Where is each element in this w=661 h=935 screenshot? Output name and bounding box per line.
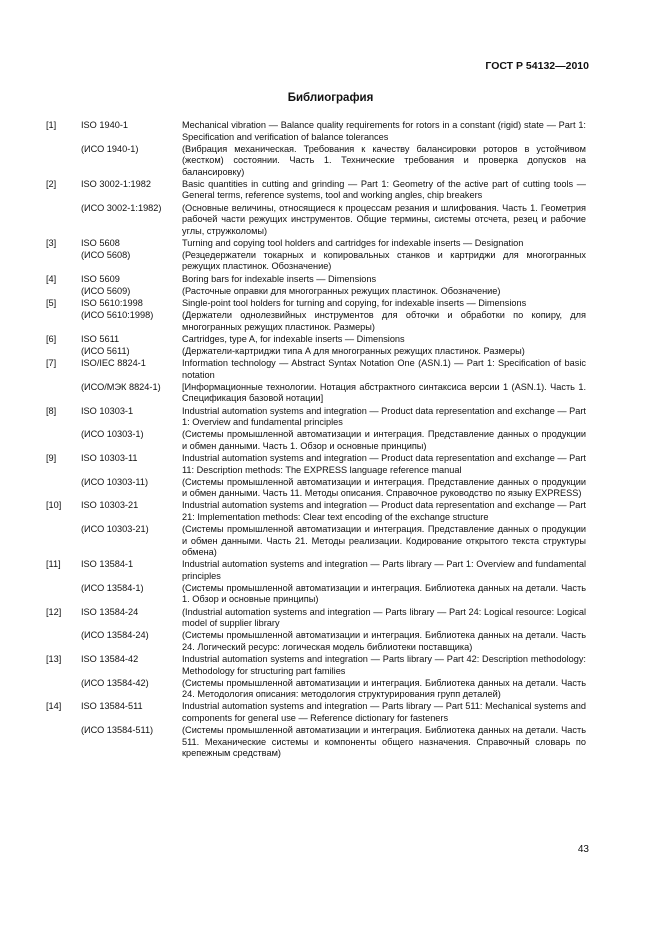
standard-title: Industrial automation systems and integration — Product data representation and exchange — Part 21: Implementation methods: Clear text encoding of the exchange structure [182,500,586,522]
entry-number [46,725,81,760]
entry-number [46,203,81,238]
bibliography-entry [46,453,586,476]
bibliography-entry [46,179,586,202]
bibliography-entry [46,144,586,179]
entry-number [46,429,81,452]
entry-number: [1] [46,120,57,130]
entry-number [46,382,81,405]
standard-title: (Системы промышленной автоматизации и интеграция. Представление данных о продукции и обмен данными. Часть 11. Методы описания. Справочное руководство по языку EXPRESS) [182,476,586,499]
page-number: 43 [577,844,589,855]
standard-title: (Расточные оправки для многогранных режущих пластинок. Обозначение) [182,285,501,296]
standard-designation: (ИСО 5608) [81,249,131,260]
bibliography-entry [46,583,586,606]
standard-designation: (ИСО 5609) [81,285,131,296]
entry-number: [10] [46,500,62,511]
standard-designation: ISO 3002-1:1982 [81,178,151,189]
standard-title: Cartridges, type A, for indexable inserts — Dimensions [182,333,405,344]
entry-number [46,144,81,179]
standard-title: Basic quantities in cutting and grinding — Part 1: Geometry of the active part of cutting tools — General terms, reference systems, tool and working angles, chip breakers [182,178,586,201]
entry-number [46,346,81,358]
entry-number [46,477,81,500]
standard-designation: ISO 13584-511 [81,701,143,712]
standard-title: (Основные величины, относящиеся к процессам резания и шлифования. Часть 1. Геометрия рабочей части режущих инструментов. Общие термины, системы отсчета, резец и рабочие углы, стружколомы) [182,202,586,236]
standard-designation: (ИСО 13584-24) [81,630,149,641]
standard-title: [Информационные технологии. Нотация абстрактного синтаксиса версии 1 (ASN.1). Часть 1. Спецификация базовой нотации] [182,381,586,404]
bibliography-entry [46,286,586,298]
standard-title: Industrial automation systems and integration — Product data representation and exchange — Part 1: Overview and fundamental principles [182,405,586,428]
standard-designation: ISO 13584-24 [81,606,139,617]
standard-title: (Системы промышленной автоматизации и интеграция. Представление данных о продукции и обмен данными. Часть 1. Обзор и основные принципы) [182,429,586,451]
standard-title: (Системы промышленной автоматизации и интеграция. Библиотека данных на детали. Часть 511. Механические системы и компоненты общего назначения. Справочный словарь по крепежным средствам) [182,725,586,759]
entry-number: [11] [46,559,61,570]
bibliography-entry [46,250,586,273]
standard-title: Single-point tool holders for turning and copying, for indexable inserts — Dimensions [182,298,527,308]
standard-title: (Industrial automation systems and integration — Parts library — Part 24: Logical resource: Logical model of supplier library [182,606,586,629]
bibliography-entry [46,725,586,760]
bibliography-entry [46,382,586,405]
standard-title: (Вибрация механическая. Требования к качеству балансировки роторов в устойчивом (жестком) состоянии. Часть 1. Технические требования и проверка допусков на балансировку) [182,143,586,177]
entry-number: [6] [46,333,57,344]
entry-number: [9] [46,453,57,463]
standard-designation: (ИСО 5611) [81,346,130,357]
entry-number: [5] [46,298,57,308]
standard-designation: (ИСО 13584-42) [81,677,149,688]
bibliography-entry [46,334,586,346]
bibliography-entry [46,298,586,310]
section-title: Библиография [287,92,374,104]
standard-designation: (ИСО/МЭК 8824-1) [81,381,161,392]
entry-number [46,630,81,653]
entry-number: [8] [46,405,57,416]
bibliography-entry [46,630,586,653]
standard-title: Boring bars for indexable inserts — Dimensions [182,273,377,284]
standard-designation: (ИСО 10303-1) [81,429,144,440]
bibliography-entry [46,500,586,523]
entry-number: [12] [46,606,62,617]
entry-number [46,286,81,298]
standard-designation: (ИСО 10303-11) [81,476,148,487]
bibliography-entry [46,477,586,500]
entry-number: [4] [46,273,57,284]
entry-number: [14] [46,701,62,712]
standard-title: (Системы промышленной автоматизации и интеграция. Библиотека данных на детали. Часть 1. Обзор и основные принципы) [182,582,586,605]
bibliography-list [46,120,586,760]
bibliography-entry [46,654,586,677]
entry-number: [7] [46,358,57,369]
standard-designation: ISO 1940-1 [81,120,128,130]
standard-designation: (ИСО 3002-1:1982) [81,202,162,213]
standard-title: (Держатели однолезвийных инструментов для обточки и обработки по копиру, для многогранных режущих пластинок. Размеры) [182,310,586,332]
bibliography-entry [46,120,586,143]
entry-number [46,250,81,273]
standard-designation: (ИСО 1940-1) [81,143,139,154]
entry-number: [2] [46,178,57,189]
standard-title: (Резцедержатели токарных и копировальных станков и картриджи для многогранных режущих пластинок. Обозначение) [182,249,586,272]
bibliography-entry [46,346,586,358]
standard-designation: ISO 10303-11 [81,453,138,463]
standard-title: Industrial automation systems and integration — Product data representation and exchange — Part 11: Description methods: The EXPRESS language reference manual [182,453,586,475]
entry-number: [13] [46,654,62,664]
bibliography-entry [46,406,586,429]
standard-designation: ISO 13584-1 [81,559,134,570]
standard-designation: ISO 10303-21 [81,500,139,511]
entry-number [46,583,81,606]
standard-title: Industrial automation systems and integration — Parts library — Part 511: Mechanical systems and components for general use — Reference dictionary for fasteners [182,701,586,723]
bibliography-entry [46,203,586,238]
standard-title: (Системы промышленной автоматизации и интеграция. Представление данных о продукции и обмен данными. Часть 21. Методы реализации. Кодирование открытого текста структуры обмена) [182,524,586,558]
entry-number: [3] [46,237,57,248]
standard-designation: ISO 5608 [81,237,120,248]
bibliography-entry [46,274,586,286]
standard-designation: ISO 5611 [81,333,120,344]
bibliography-entry [46,429,586,452]
standard-designation: ISO 10303-1 [81,405,134,416]
standard-title: Industrial automation systems and integration — Parts library — Part 42: Description methodology: Methodology for structuring part families [182,654,586,676]
standard-designation: (ИСО 5610:1998) [81,310,154,321]
standard-title: (Системы промышленной автоматизации и интеграция. Библиотека данных на детали. Часть 24. Логический ресурс: логическая модель библиотеки поставщика) [182,630,586,652]
bibliography-entry [46,524,586,559]
entry-number [46,524,81,559]
document-header: ГОСТ Р 54132—2010 [485,60,589,72]
bibliography-entry [46,701,586,724]
bibliography-entry [46,559,586,582]
standard-title: Mechanical vibration — Balance quality requirements for rotors in a constant (rigid) state — Part 1: Specification and verification of balance tolerances [182,120,586,142]
bibliography-entry [46,310,586,333]
standard-title: Information technology — Abstract Syntax Notation One (ASN.1) — Part 1: Specification of basic notation [182,358,586,380]
entry-number [46,310,81,333]
standard-title: (Держатели-картриджи типа А для многогранных режущих пластинок. Размеры) [182,346,525,357]
standard-title: Industrial automation systems and integration — Parts library — Part 1: Overview and fundamental principles [182,559,586,581]
bibliography-entry [46,678,586,701]
standard-title: Turning and copying tool holders and cartridges for indexable inserts — Designation [182,237,524,248]
standard-designation: ISO/IEC 8824-1 [81,358,146,369]
standard-designation: (ИСО 13584-511) [81,725,154,736]
standard-designation: ISO 5610:1998 [81,298,143,308]
standard-designation: (ИСО 10303-21) [81,524,149,535]
bibliography-entry [46,238,586,250]
bibliography-entry [46,358,586,381]
standard-title: (Системы промышленной автоматизации и интеграция. Библиотека данных на детали. Часть 24. Методология описания: методология структурирования групп деталей) [182,677,586,700]
bibliography-entry [46,607,586,630]
standard-designation: ISO 13584-42 [81,654,139,664]
standard-designation: ISO 5609 [81,273,120,284]
entry-number [46,678,81,701]
standard-designation: (ИСО 13584-1) [81,582,144,593]
